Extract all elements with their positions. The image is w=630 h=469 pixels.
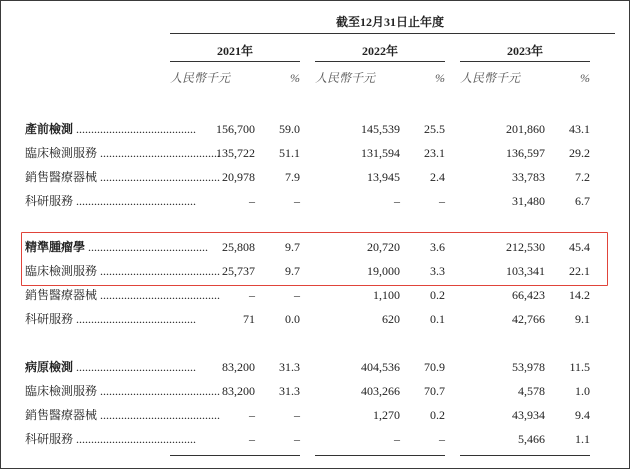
amount-cell: 136,597 xyxy=(506,146,545,160)
amount-cell: 1,100 xyxy=(373,288,400,302)
amount-cell: 620 xyxy=(382,312,400,326)
period-underline xyxy=(170,33,615,34)
percent-cell: 11.5 xyxy=(569,360,590,374)
col-amount-2021: 人民幣千元 xyxy=(170,71,231,85)
percent-cell: 43.1 xyxy=(569,122,590,136)
amount-cell: 135,722 xyxy=(216,146,255,160)
dot-leader: ........................................ xyxy=(97,408,221,422)
row-label-text: 臨床檢測服務 xyxy=(25,264,98,278)
amount-cell: 403,266 xyxy=(361,384,400,398)
row-label xyxy=(25,170,221,184)
col-pct-2023: % xyxy=(580,71,590,85)
percent-cell: – xyxy=(439,194,445,208)
col-amount-2022: 人民幣千元 xyxy=(315,71,376,85)
percent-cell: – xyxy=(294,288,300,302)
row-label xyxy=(25,312,197,326)
row-label xyxy=(25,288,221,302)
percent-cell: 6.7 xyxy=(575,194,590,208)
amount-cell: 201,860 xyxy=(506,122,545,136)
amount-cell: 103,341 xyxy=(506,264,545,278)
percent-cell: 3.6 xyxy=(430,240,445,254)
percent-cell: 7.2 xyxy=(575,170,590,184)
amount-cell: 83,200 xyxy=(222,360,255,374)
percent-cell: 31.3 xyxy=(279,360,300,374)
percent-cell: 0.1 xyxy=(430,312,445,326)
percent-cell: 51.1 xyxy=(279,146,300,160)
percent-cell: 25.5 xyxy=(424,122,445,136)
row-label xyxy=(25,360,197,374)
amount-cell: – xyxy=(249,432,255,446)
dot-leader: ........................................ xyxy=(73,312,197,326)
percent-cell: 9.7 xyxy=(285,264,300,278)
amount-cell: 5,466 xyxy=(518,432,545,446)
bottom-rule-2023 xyxy=(460,455,590,456)
amount-cell: 83,200 xyxy=(222,384,255,398)
percent-cell: 0.2 xyxy=(430,408,445,422)
dot-leader: ........................................ xyxy=(73,360,197,374)
row-label-text: 科研服務 xyxy=(25,194,74,208)
percent-cell: – xyxy=(439,432,445,446)
percent-cell: 22.1 xyxy=(569,264,590,278)
row-label xyxy=(25,432,197,446)
year-underline-2021 xyxy=(170,61,300,62)
amount-cell: 31,480 xyxy=(512,194,545,208)
dot-leader: ........................................ xyxy=(97,170,221,184)
percent-cell: – xyxy=(294,432,300,446)
amount-cell: 19,000 xyxy=(367,264,400,278)
percent-cell: 0.0 xyxy=(285,312,300,326)
row-label xyxy=(25,408,221,422)
percent-cell: – xyxy=(294,408,300,422)
percent-cell: 1.1 xyxy=(575,432,590,446)
col-amount-2023: 人民幣千元 xyxy=(460,71,521,85)
percent-cell: 59.0 xyxy=(279,122,300,136)
bottom-rule-2021 xyxy=(170,455,300,456)
dot-leader: ........................................ xyxy=(97,264,221,278)
row-label-text: 銷售醫療器械 xyxy=(25,408,98,422)
dot-leader: ........................................ xyxy=(97,146,221,160)
percent-cell: 3.3 xyxy=(430,264,445,278)
year-underline-2022 xyxy=(315,61,445,62)
amount-cell: – xyxy=(249,408,255,422)
dot-leader: ........................................ xyxy=(73,122,197,136)
amount-cell: 33,783 xyxy=(512,170,545,184)
row-label xyxy=(25,146,221,160)
row-label xyxy=(25,384,221,398)
col-pct-2021: % xyxy=(290,71,300,85)
amount-cell: 156,700 xyxy=(216,122,255,136)
year-2023: 2023年 xyxy=(506,44,543,58)
percent-cell: 70.9 xyxy=(424,360,445,374)
percent-cell: 9.1 xyxy=(575,312,590,326)
year-underline-2023 xyxy=(460,61,590,62)
amount-cell: 53,978 xyxy=(512,360,545,374)
row-label xyxy=(25,122,197,136)
percent-cell: 9.4 xyxy=(575,408,590,422)
amount-cell: 212,530 xyxy=(506,240,545,254)
amount-cell: – xyxy=(394,432,400,446)
amount-cell: 42,766 xyxy=(512,312,545,326)
percent-cell: 0.2 xyxy=(430,288,445,302)
amount-cell: 66,423 xyxy=(512,288,545,302)
amount-cell: – xyxy=(249,288,255,302)
row-label xyxy=(25,194,197,208)
dot-leader: ........................................ xyxy=(97,384,221,398)
amount-cell: 131,594 xyxy=(361,146,400,160)
row-label-text: 臨床檢測服務 xyxy=(25,384,98,398)
row-label-text: 精準腫瘤學 xyxy=(25,240,86,254)
percent-cell: 70.7 xyxy=(424,384,445,398)
amount-cell: 4,578 xyxy=(518,384,545,398)
row-label-text: 病原檢測 xyxy=(25,360,74,374)
amount-cell: 145,539 xyxy=(361,122,400,136)
percent-cell: 7.9 xyxy=(285,170,300,184)
row-label-text: 科研服務 xyxy=(25,312,74,326)
period-header: 截至12月31日止年度 xyxy=(335,15,444,29)
amount-cell: 20,978 xyxy=(222,170,255,184)
bottom-rule-2022 xyxy=(315,455,445,456)
dot-leader: ........................................ xyxy=(97,288,221,302)
amount-cell: 1,270 xyxy=(373,408,400,422)
row-label-text: 臨床檢測服務 xyxy=(25,146,98,160)
row-label-text: 銷售醫療器械 xyxy=(25,170,98,184)
year-2021: 2021年 xyxy=(216,44,253,58)
amount-cell: – xyxy=(249,194,255,208)
amount-cell: 20,720 xyxy=(367,240,400,254)
dot-leader: ........................................ xyxy=(73,432,197,446)
amount-cell: 25,737 xyxy=(222,264,255,278)
row-label-text: 產前檢測 xyxy=(25,122,74,136)
dot-leader: ........................................ xyxy=(85,240,209,254)
percent-cell: 45.4 xyxy=(569,240,590,254)
amount-cell: 43,934 xyxy=(512,408,545,422)
amount-cell: 71 xyxy=(243,312,255,326)
percent-cell: 23.1 xyxy=(424,146,445,160)
percent-cell: 1.0 xyxy=(575,384,590,398)
percent-cell: 14.2 xyxy=(569,288,590,302)
amount-cell: – xyxy=(394,194,400,208)
highlight-box xyxy=(21,232,608,286)
row-label-text: 科研服務 xyxy=(25,432,74,446)
percent-cell: 2.4 xyxy=(430,170,445,184)
percent-cell: 29.2 xyxy=(569,146,590,160)
percent-cell: – xyxy=(294,194,300,208)
amount-cell: 13,945 xyxy=(367,170,400,184)
percent-cell: 9.7 xyxy=(285,240,300,254)
amount-cell: 25,808 xyxy=(222,240,255,254)
percent-cell: 31.3 xyxy=(279,384,300,398)
amount-cell: 404,536 xyxy=(361,360,400,374)
year-2022: 2022年 xyxy=(361,44,398,58)
row-label-text: 銷售醫療器械 xyxy=(25,288,98,302)
dot-leader: ........................................ xyxy=(73,194,197,208)
col-pct-2022: % xyxy=(435,71,445,85)
